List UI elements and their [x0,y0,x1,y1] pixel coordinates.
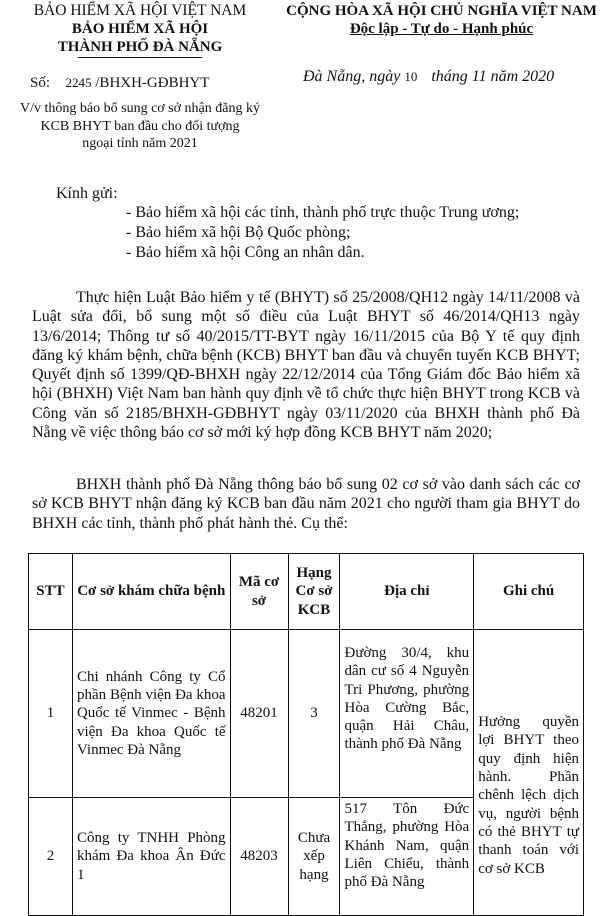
subject-line-3: ngoại tỉnh năm 2021 [82,136,198,151]
header-facility: Cơ sở khám chữa bệnh [72,554,230,630]
document-number: Số: 2245 /BHXH-GĐBHYT [30,75,210,91]
issuer-name: BẢO HIỂM XÃ HỘI [71,21,209,37]
greeting-label: Kính gửi: [56,185,118,202]
issuer-underline [78,57,202,58]
document-number-value: 2245 [65,75,92,90]
row-code: 48203 [230,798,288,916]
motto: Độc lập - Tự do - Hạnh phúc [349,21,534,37]
table-row [29,630,584,798]
issuer-block [6,2,274,56]
facility-table [28,553,584,916]
recipient-item: - Bảo hiểm xã hội các tỉnh, thành phố trực thuộc Trung ương; [126,204,520,221]
row-note: Hưởng quyền lợi BHYT theo quy định hiện hành. Phần chênh lệch dịch vụ, người bệnh có thẻ BHYT tự thanh toán với cơ sở KCB [474,630,584,916]
header-address: Địa chỉ [340,554,474,630]
row-rank: 3 [288,630,340,798]
table-header-row [29,554,584,630]
body-paragraph-2: BHXH thành phố Đà Nẵng thông báo bổ sung 02 cơ sở vào danh sách các cơ sở KCB BHYT nhận đăng ký KCB ban đầu năm 2021 cho người tham gia BHYT do BHXH các tỉnh, thành phố phát hành thẻ. Cụ thể: [32,476,580,532]
body-paragraph-1: Thực hiện Luật Bảo hiểm y tế (BHYT) số 25/2008/QH12 ngày 14/11/2008 và Luật sửa đổi, bổ sung một số điều của Luật BHYT số 46/2014/QH13 ngày 13/6/2014; Thông tư số 40/2015/TT-BYT ngày 16/11/2015 của Bộ Y tế quy định đăng ký khám bệnh, chữa bệnh (KCB) BHYT ban đầu và chuyển tuyến KCB BHYT; Quyết định số 1399/QĐ-BHXH ngày 22/12/2014 của Tổng Giám đốc Bảo hiểm xã hội (BHXH) Việt Nam ban hành quy định về tổ chức thực hiện BHYT trong KCB và Công văn số 2185/BHXH-GĐBHYT ngày 03/11/2020 của BHXH thành phố Đà Nẵng về việc thông báo cơ sở mới ký hợp đồng KCB BHYT năm 2020; [32,289,580,442]
issuer-parent: BẢO HIỂM XÃ HỘI VIỆT NAM [33,2,247,19]
subject-line-1: V/v thông báo bổ sung cơ sở nhận đăng ký [20,101,260,116]
row-address: 517 Tôn Đức Thắng, phường Hòa Khánh Nam, quận Liên Chiểu, thành phố Đà Nẵng [340,798,474,916]
issuer-city: THÀNH PHỐ ĐÀ NẴNG [57,39,223,55]
row-rank: Chưa xếp hạng [288,798,340,916]
header-rank: Hạng Cơ sở KCB [288,554,340,630]
recipient-item: - Bảo hiểm xã hội Bộ Quốc phòng; [126,224,351,241]
recipient-list [126,203,519,263]
header-note: Ghi chú [474,554,584,630]
recipient-item: - Bảo hiểm xã hội Công an nhân dân. [126,244,365,261]
subject-line-2: KCB BHYT ban đầu cho đối tượng [40,118,240,134]
header-code: Mã cơ sở [230,554,288,630]
row-stt: 2 [29,798,73,916]
row-facility: Công ty TNHH Phòng khám Đa khoa Ân Đức 1 [72,798,230,916]
row-code: 48201 [230,630,288,798]
national-motto-block [276,2,607,38]
row-address: Đường 30/4, khu dân cư số 4 Nguyễn Tri Phương, phường Hòa Cường Bắc, quận Hải Châu, thành phố Đà Nẵng [340,630,474,798]
header-stt: STT [29,554,73,630]
country-name: CỘNG HÒA XÃ HỘI CHỦ NGHĨA VIỆT NAM [286,3,597,19]
subject-block [6,100,274,153]
document-date: Đà Nẵng, ngày 10 tháng 11 năm 2020 [303,68,555,85]
row-stt: 1 [29,630,73,798]
row-facility: Chi nhánh Công ty Cổ phần Bệnh viện Đa khoa Quốc tế Vinmec - Bệnh viện Đa khoa Quốc tế Vinmec Đà Nẵng [72,630,230,798]
